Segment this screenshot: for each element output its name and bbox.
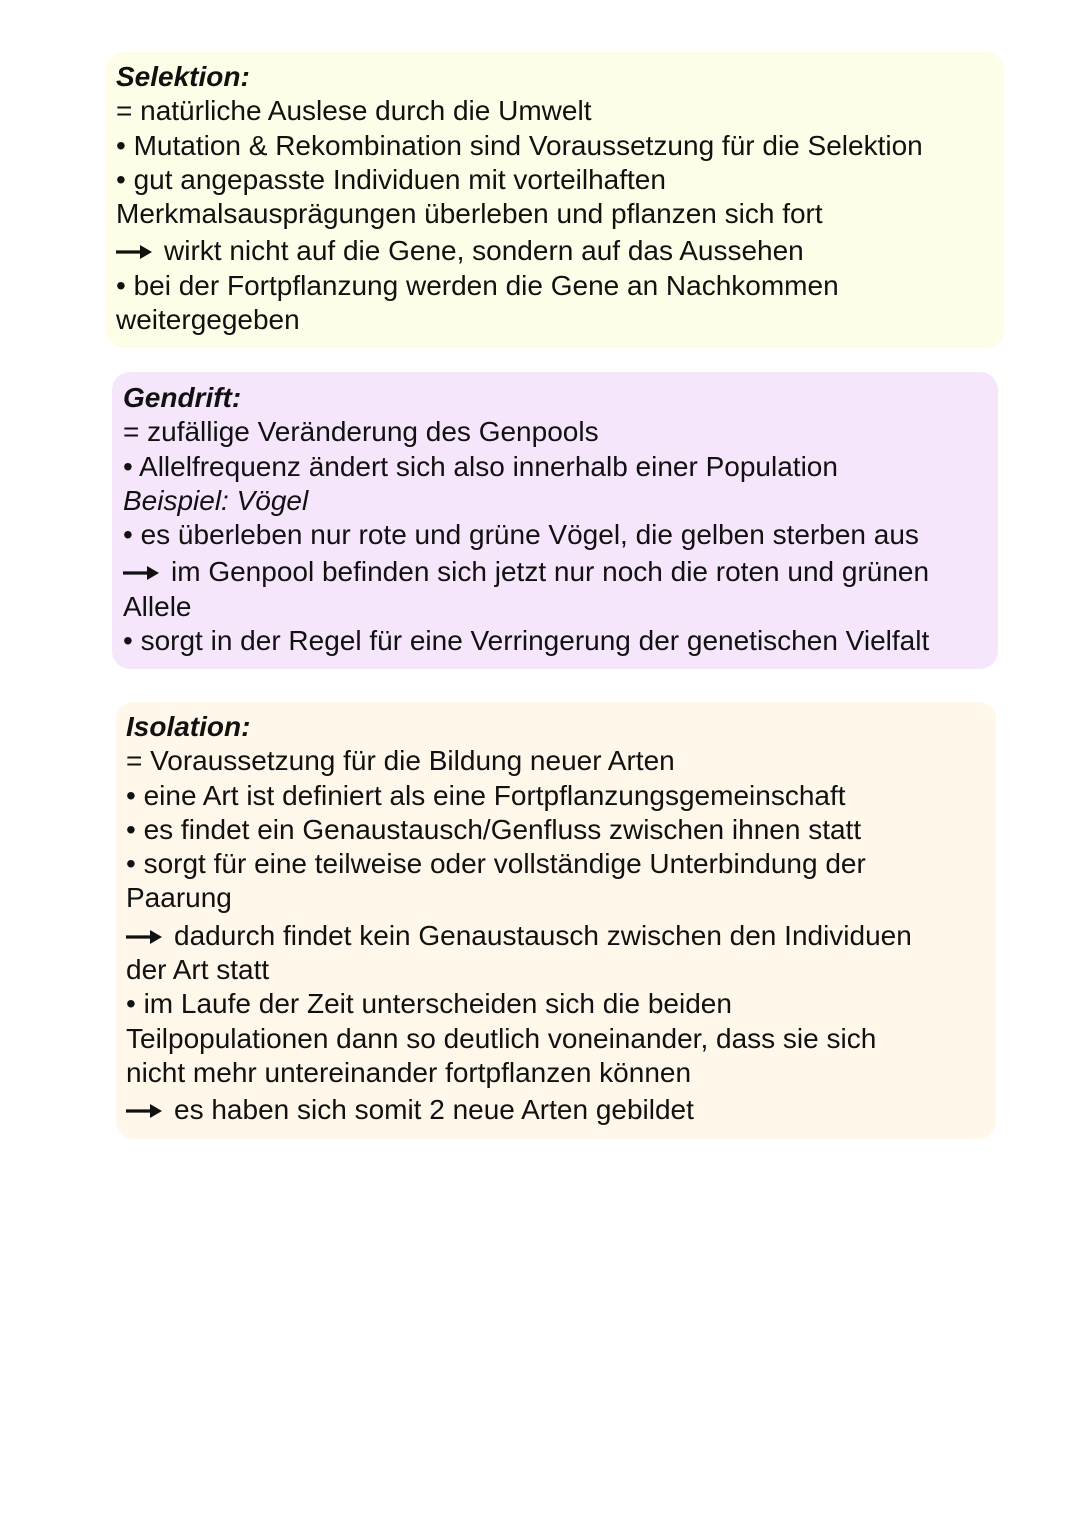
isolation-arrow-text-2: es haben sich somit 2 neue Arten gebildet bbox=[174, 1094, 694, 1126]
isolation-line-4: • sorgt für eine teilweise oder vollständige Unterbindung der bbox=[126, 848, 866, 880]
isolation-title: Isolation: bbox=[126, 711, 251, 742]
gendrift-line-3: • es überleben nur rote und grüne Vögel, die gelben sterben aus bbox=[123, 519, 919, 551]
isolation-arrow-line-1 bbox=[126, 919, 986, 953]
right-arrow-icon bbox=[116, 243, 152, 261]
gendrift-arrow-text: im Genpool befinden sich jetzt nur noch die roten und grünen bbox=[171, 556, 930, 588]
selektion-line-6: weitergegeben bbox=[116, 304, 300, 336]
isolation-line-3: • es findet ein Genaustausch/Genfluss zwischen ihnen statt bbox=[126, 813, 862, 845]
gendrift-arrow-continuation: Allele bbox=[123, 590, 192, 622]
selektion-line-5: • bei der Fortpflanzung werden die Gene an Nachkommen bbox=[116, 269, 839, 301]
isolation-line-2: • eine Art ist definiert als eine Fortpflanzungsgemeinschaft bbox=[126, 779, 846, 811]
right-arrow-icon bbox=[126, 928, 162, 946]
selektion-line-3: • gut angepasste Individuen mit vorteilhaften bbox=[116, 163, 666, 195]
selektion-arrow-text: wirkt nicht auf die Gene, sondern auf das Aussehen bbox=[164, 235, 804, 267]
selektion-card bbox=[106, 52, 1004, 348]
selektion-line-1: = natürliche Auslese durch die Umwelt bbox=[116, 95, 592, 127]
gendrift-title: Gendrift: bbox=[123, 382, 242, 413]
isolation-arrow-text-1: dadurch findet kein Genaustausch zwischen den Individuen bbox=[174, 919, 912, 951]
isolation-line-5: Paarung bbox=[126, 882, 232, 914]
selektion-title: Selektion: bbox=[116, 61, 250, 92]
gendrift-arrow-line bbox=[123, 555, 988, 589]
selektion-arrow-line bbox=[116, 234, 994, 268]
gendrift-line-1: = zufällige Veränderung des Genpools bbox=[123, 416, 599, 448]
selektion-line-2: • Mutation & Rekombination sind Voraussetzung für die Selektion bbox=[116, 129, 923, 161]
isolation-arrow-continuation: der Art statt bbox=[126, 954, 270, 986]
gendrift-card bbox=[112, 372, 998, 669]
gendrift-example: Beispiel: Vögel bbox=[123, 484, 309, 516]
gendrift-line-2: • Allelfrequenz ändert sich also innerhalb einer Population bbox=[123, 450, 838, 482]
right-arrow-icon bbox=[126, 1102, 162, 1120]
isolation-arrow-line-2 bbox=[126, 1093, 986, 1127]
selektion-line-4: Merkmalsausprägungen überleben und pflanzen sich fort bbox=[116, 198, 823, 230]
right-arrow-icon bbox=[123, 564, 159, 582]
isolation-line-8: nicht mehr untereinander fortpflanzen können bbox=[126, 1056, 692, 1088]
isolation-line-1: = Voraussetzung für die Bildung neuer Arten bbox=[126, 745, 675, 777]
gendrift-last-line: • sorgt in der Regel für eine Verringerung der genetischen Vielfalt bbox=[123, 625, 930, 657]
isolation-line-6: • im Laufe der Zeit unterscheiden sich die beiden bbox=[126, 988, 732, 1020]
isolation-line-7: Teilpopulationen dann so deutlich voneinander, dass sie sich bbox=[126, 1022, 877, 1054]
isolation-card bbox=[116, 702, 996, 1139]
